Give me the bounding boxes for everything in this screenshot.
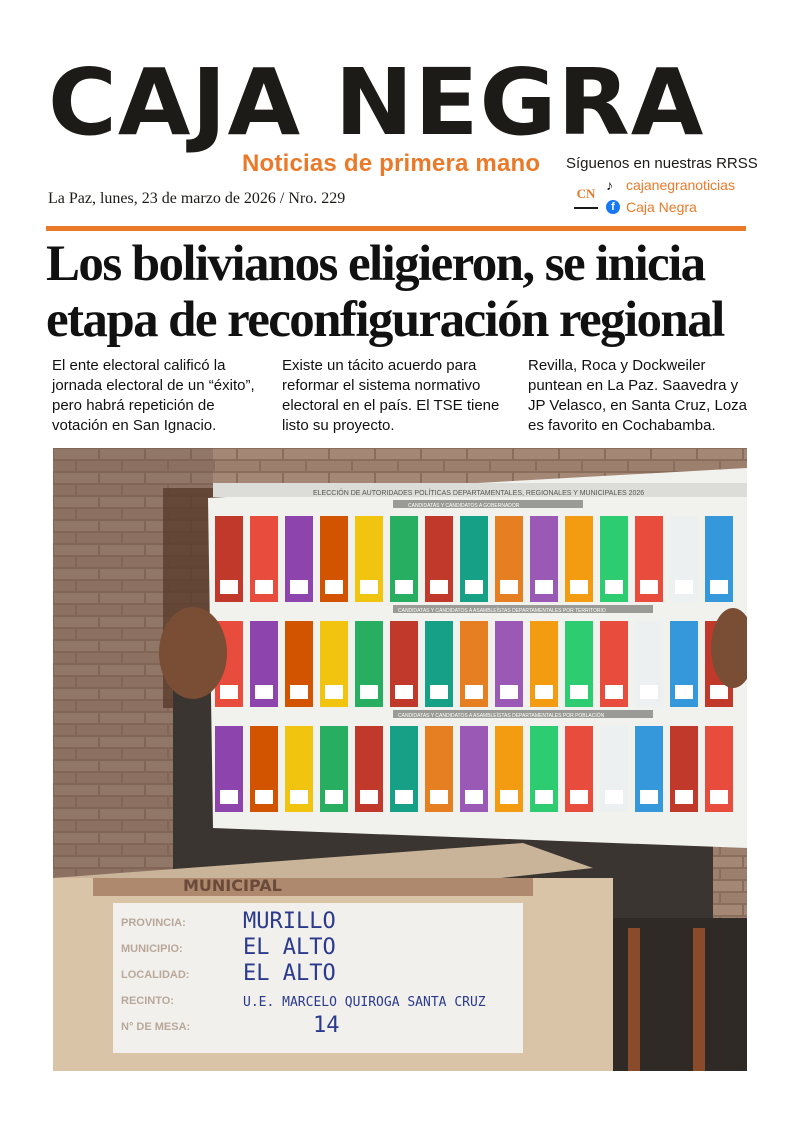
ballot-photo-illustration — [53, 448, 747, 1071]
ballot-row-label-population: CANDIDATAS Y CANDIDATOS A ASAMBLEÍSTAS DEPARTAMENTALES POR POBLACIÓN — [398, 713, 605, 719]
ballot-title: ELECCIÓN DE AUTORIDADES POLÍTICAS DEPARTAMENTALES, REGIONALES Y MUNICIPALES 2026 — [313, 490, 645, 497]
tiktok-link[interactable] — [606, 177, 735, 193]
ballot-row-label-governor: CANDIDATAS Y CANDIDATOS A GOBERNADOR — [408, 503, 520, 509]
summary-column-2: Existe un tácito acuerdo para reformar el sistema normativo electoral en el país. El TSE tiene listo su proyecto. — [282, 357, 500, 434]
ballot-box-label: RECINTO: — [121, 995, 174, 1007]
ballot-box-value: U.E. MARCELO QUIROGA SANTA CRUZ — [243, 995, 486, 1010]
facebook-link[interactable] — [606, 199, 697, 215]
facebook-handle: Caja Negra — [626, 199, 697, 215]
ballot-box-value: MURILLO — [243, 909, 336, 934]
social-media-block — [566, 155, 766, 220]
cover-photo — [53, 448, 747, 1071]
cn-logo-icon: CN — [574, 183, 598, 209]
ballot-box-value: 14 — [313, 1013, 340, 1038]
facebook-icon: f — [606, 200, 620, 214]
ballot-box-label: N° DE MESA: — [121, 1021, 191, 1033]
summary-column-3: Revilla, Roca y Dockweiler puntean en La Paz. Saavedra y JP Velasco, en Santa Cruz, Loza es favorito en Cochabamba. — [528, 357, 748, 434]
tagline: Noticias de primera mano — [242, 150, 541, 177]
headline-line-2: etapa de reconfiguración regional — [46, 292, 724, 348]
orange-divider — [46, 226, 746, 231]
social-heading: Síguenos en nuestras RRSS — [566, 155, 758, 172]
dateline: La Paz, lunes, 23 de marzo de 2026 / Nro. 229 — [48, 190, 346, 207]
ballot-box-label: MUNICIPIO: — [121, 943, 183, 955]
ballot-box-header: MUNICIPAL — [183, 876, 282, 895]
summary-column-1: El ente electoral calificó la jornada electoral de un “éxito”, pero habrá repetición de votación en San Ignacio. — [52, 357, 255, 434]
ballot-box-value: EL ALTO — [243, 935, 336, 960]
ballot-row-label-territory: CANDIDATAS Y CANDIDATOS A ASAMBLEÍSTAS DEPARTAMENTALES POR TERRITORIO — [398, 608, 606, 614]
masthead — [48, 48, 748, 158]
newspaper-title: CAJA NEGRA — [48, 49, 705, 156]
ballot-box-value: EL ALTO — [243, 961, 336, 986]
tiktok-handle: cajanegranoticias — [626, 177, 735, 193]
headline-line-1: Los bolivianos eligieron, se inicia — [46, 236, 705, 292]
ballot-box-label: LOCALIDAD: — [121, 969, 190, 981]
ballot-box-label: PROVINCIA: — [121, 917, 186, 929]
tiktok-icon: ♪ — [606, 177, 613, 193]
main-headline[interactable] — [46, 236, 756, 348]
